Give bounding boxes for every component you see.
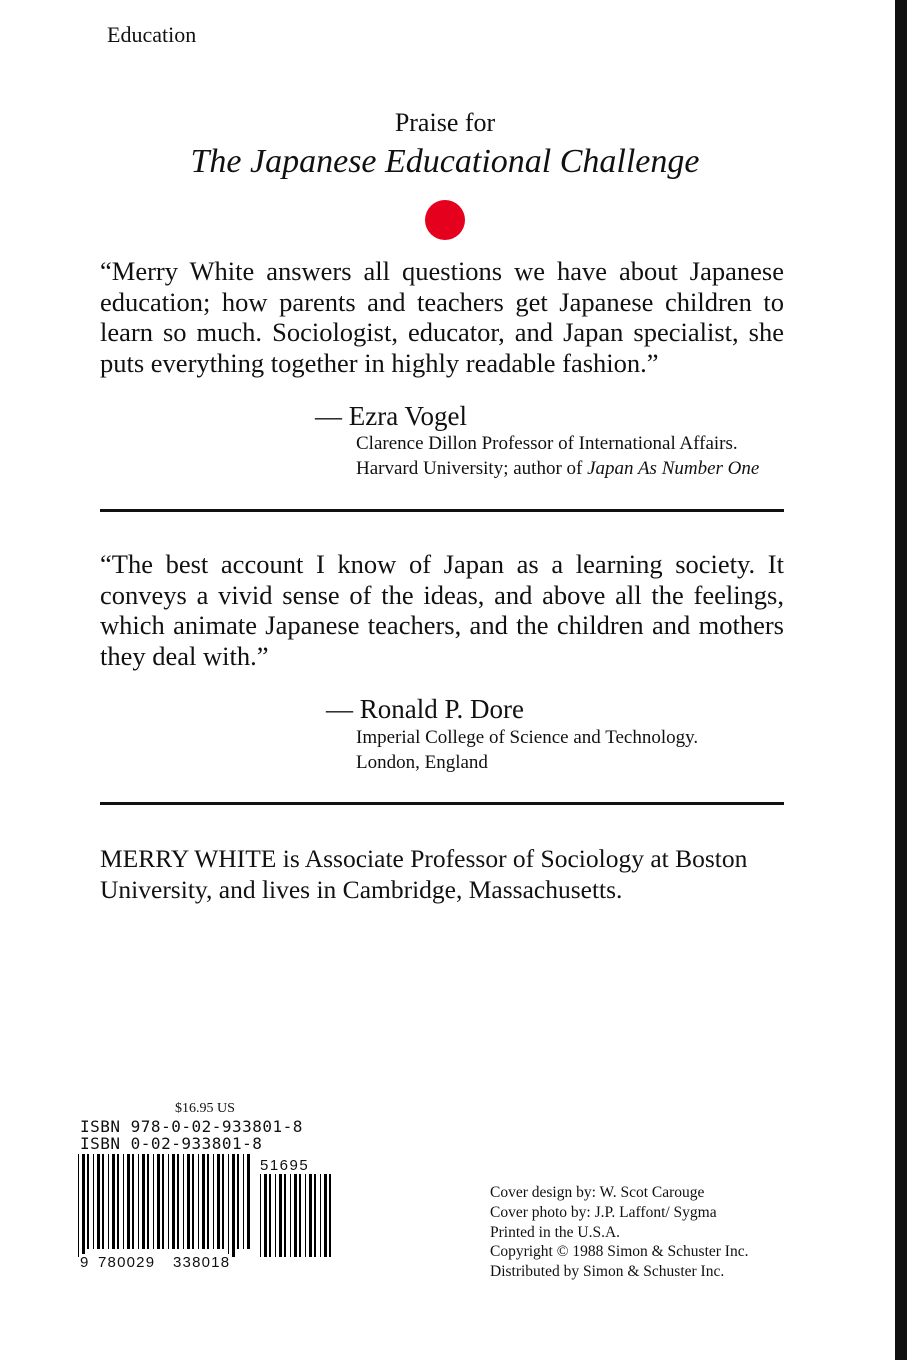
author-affiliation: Imperial College of Science and Technology. (356, 727, 699, 748)
quote-line: education; how parents and teachers get Japanese children to (100, 286, 784, 317)
barcode-bar (132, 1154, 134, 1249)
barcode-addon-digits: 51695 (260, 1157, 310, 1174)
barcode-bar (157, 1154, 160, 1249)
book-reference: Japan As Number One (587, 458, 760, 479)
isbn10-label: ISBN 0-02-933801-8 (80, 1134, 263, 1153)
barcode-bar (217, 1154, 220, 1249)
barcode-bar (198, 1154, 199, 1249)
barcode-bar (264, 1174, 267, 1257)
quote-line: “Merry White answers all questions we have about Japanese (100, 256, 784, 286)
barcode-bar (97, 1154, 100, 1249)
barcode-bar (127, 1154, 130, 1249)
quote-line: puts everything together in highly readable fashion.” (100, 347, 659, 378)
barcode-bar (162, 1154, 164, 1249)
barcode-bar (168, 1154, 169, 1249)
quote-line: which animate Japanese teachers, and the children and mothers (100, 610, 784, 640)
barcode-bar (237, 1154, 239, 1249)
barcode-bar (192, 1154, 194, 1249)
section-divider (100, 509, 784, 512)
credit-line: Distributed by Simon & Schuster Inc. (490, 1263, 725, 1281)
section-divider (100, 802, 784, 805)
rising-sun-dot (425, 200, 465, 240)
barcode-right-digits: 338018 (173, 1254, 231, 1271)
praise-heading: Praise for (394, 108, 496, 137)
quote-line: “The best account I know of Japan as a learning society. It (100, 549, 784, 579)
barcode-bar (232, 1154, 235, 1257)
barcode-bar (117, 1154, 119, 1249)
barcode-bar (284, 1174, 286, 1257)
barcode-bar (290, 1174, 291, 1257)
barcode-bar (247, 1154, 250, 1249)
barcode-bar (183, 1154, 184, 1249)
author-affiliation: London, England (356, 752, 488, 773)
barcode-bar (305, 1174, 306, 1257)
barcode-bar (222, 1154, 224, 1249)
barcode-bar (102, 1154, 104, 1249)
barcode-bar (279, 1174, 282, 1257)
barcode-bar (187, 1154, 190, 1249)
barcode-bar (147, 1154, 149, 1249)
bio-line: University, and lives in Cambridge, Massachusetts. (100, 875, 623, 904)
barcode-bar (82, 1154, 85, 1257)
author-affiliation (356, 458, 759, 480)
barcode-bar (78, 1154, 79, 1257)
barcode-bar (275, 1174, 276, 1257)
barcode-bar (299, 1174, 301, 1257)
barcode-bar (207, 1154, 209, 1249)
barcode-bar (260, 1174, 261, 1257)
quote-line: they deal with.” (100, 640, 269, 671)
barcode-bar (294, 1174, 297, 1257)
page-edge-shadow (895, 0, 907, 1360)
barcode-bar (320, 1174, 321, 1257)
barcode-bar (112, 1154, 115, 1249)
quote-author: — Ezra Vogel (315, 401, 467, 431)
quote-author: — Ronald P. Dore (326, 694, 524, 724)
barcode-bar (93, 1154, 94, 1249)
barcode-bar (329, 1174, 331, 1257)
price-label: $16.95 US (175, 1101, 235, 1116)
barcode-bar (177, 1154, 179, 1249)
book-title: The Japanese Educational Challenge (190, 143, 700, 180)
barcode-bar (309, 1174, 312, 1257)
credit-line: Cover photo by: J.P. Laffont/ Sygma (490, 1203, 717, 1221)
credit-line: Cover design by: W. Scot Carouge (490, 1184, 705, 1201)
category-label: Education (107, 22, 197, 47)
author-bio (100, 843, 790, 905)
barcode-bar (153, 1154, 154, 1249)
barcode-bar (314, 1174, 316, 1257)
barcode-bar (324, 1174, 327, 1257)
barcode-bar (228, 1154, 229, 1257)
bio-line: MERRY WHITE is Associate Professor of Sociology at Boston (100, 844, 748, 873)
quote-line: conveys a vivid sense of the ideas, and above all the feelings, (100, 579, 784, 610)
barcode-first-digit: 9 (80, 1254, 90, 1271)
credit-line: Printed in the U.S.A. (490, 1223, 621, 1241)
isbn13-label: ISBN 978-0-02-933801-8 (80, 1117, 303, 1136)
barcode-left-digits: 780029 (98, 1254, 156, 1271)
barcode-bar (172, 1154, 175, 1249)
quote-line: learn so much. Sociologist, educator, and Japan specialist, she (100, 317, 784, 347)
quote-dore (100, 549, 784, 671)
author-affiliation: Clarence Dillon Professor of International Affairs. (356, 433, 738, 454)
barcode-bar (142, 1154, 145, 1249)
barcode-bar (202, 1154, 205, 1249)
barcode-bar (123, 1154, 124, 1249)
credit-line: Copyright © 1988 Simon & Schuster Inc. (490, 1243, 749, 1261)
barcode-bar (269, 1174, 271, 1257)
barcode-bar (108, 1154, 109, 1249)
cover-credits (490, 1183, 748, 1282)
barcode-bar (243, 1154, 244, 1249)
affiliation-text: Harvard University; author of (356, 458, 588, 479)
barcode-bar (87, 1154, 89, 1249)
quote-vogel (100, 256, 784, 378)
barcode-bar (213, 1154, 214, 1249)
barcode-bar (138, 1154, 139, 1249)
